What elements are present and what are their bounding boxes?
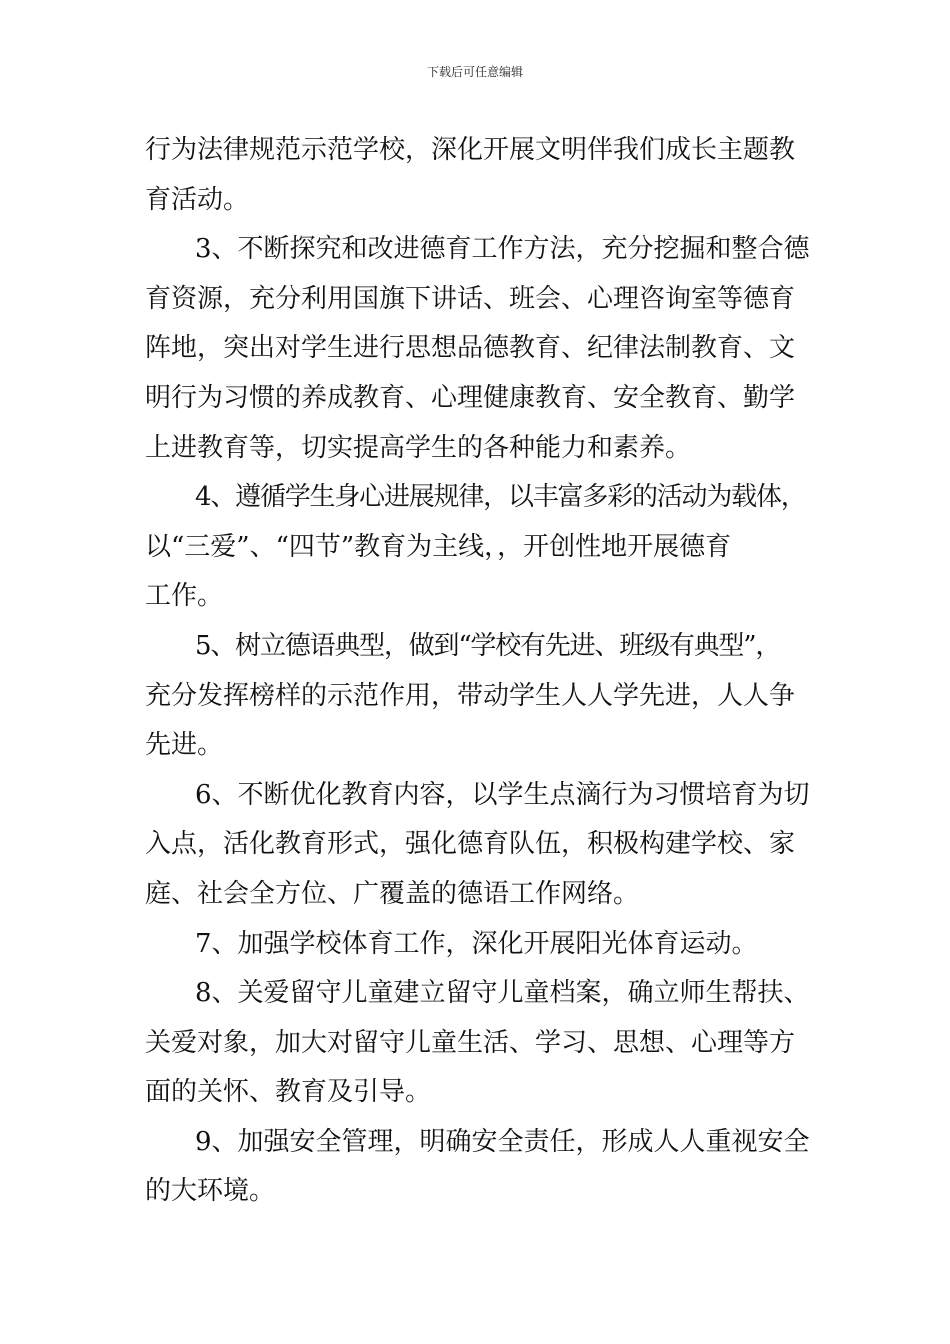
text-line: 上进教育等，切实提高学生的各种能力和素养。 <box>145 432 692 463</box>
text-line: 面的关怀、教育及引导。 <box>145 1077 432 1108</box>
text-line: 充分发挥榜样的示范作用，带动学生人人学先进，人人争 <box>145 680 796 711</box>
text-line: 庭、社会全方位、广覆盖的德语工作网络。 <box>145 878 640 909</box>
text-line: 育资源，充分利用国旗下讲话、班会、心理咨询室等德育 <box>145 283 796 314</box>
paragraph-8-start: 8、关爱留守儿童建立留守儿童档案，确立师生帮扶、 <box>195 978 810 1009</box>
text-line: 工作。 <box>145 581 224 612</box>
text-line: 的大环境。 <box>145 1176 276 1207</box>
document-body <box>145 126 825 1217</box>
paragraph-6-start: 6、不断优化教育内容，以学生点滴行为习惯培育为切 <box>195 779 810 810</box>
text-line: 明行为习惯的养成教育、心理健康教育、安全教育、勤学 <box>145 382 796 413</box>
text-line: 行为法律规范示范学校，深化开展文明伴我们成长主题教 <box>145 135 796 165</box>
paragraph-5-start: 5、树立德语典型，做到“学校有先进、班级有典型”， <box>195 630 781 661</box>
page-header: 下载后可任意编辑 <box>426 65 523 79</box>
paragraph-4-start: 4、遵循学生身心进展规律，以丰富多彩的活动为载体， <box>195 482 806 513</box>
text-line: 育活动。 <box>145 184 250 215</box>
paragraph-7-start: 7、加强学校体育工作，深化开展阳光体育运动。 <box>195 928 758 959</box>
paragraph-3-start: 3、不断探究和改进德育工作方法，充分挖掘和整合德 <box>195 234 810 265</box>
text-line: 关爱对象，加大对留守儿童生活、学习、思想、心理等方 <box>145 1027 796 1058</box>
text-line: 入点，活化教育形式，强化德育队伍，积极构建学校、家 <box>145 829 796 860</box>
paragraph-9-start: 9、加强安全管理，明确安全责任，形成人人重视安全 <box>195 1126 810 1157</box>
text-line: 先进。 <box>145 730 224 761</box>
text-line: 阵地，突出对学生进行思想品德教育、纪律法制教育、文 <box>145 333 796 364</box>
text-line: 以“三爱”、“四节”教育为主线，，开创性地开展德育 <box>145 531 732 562</box>
